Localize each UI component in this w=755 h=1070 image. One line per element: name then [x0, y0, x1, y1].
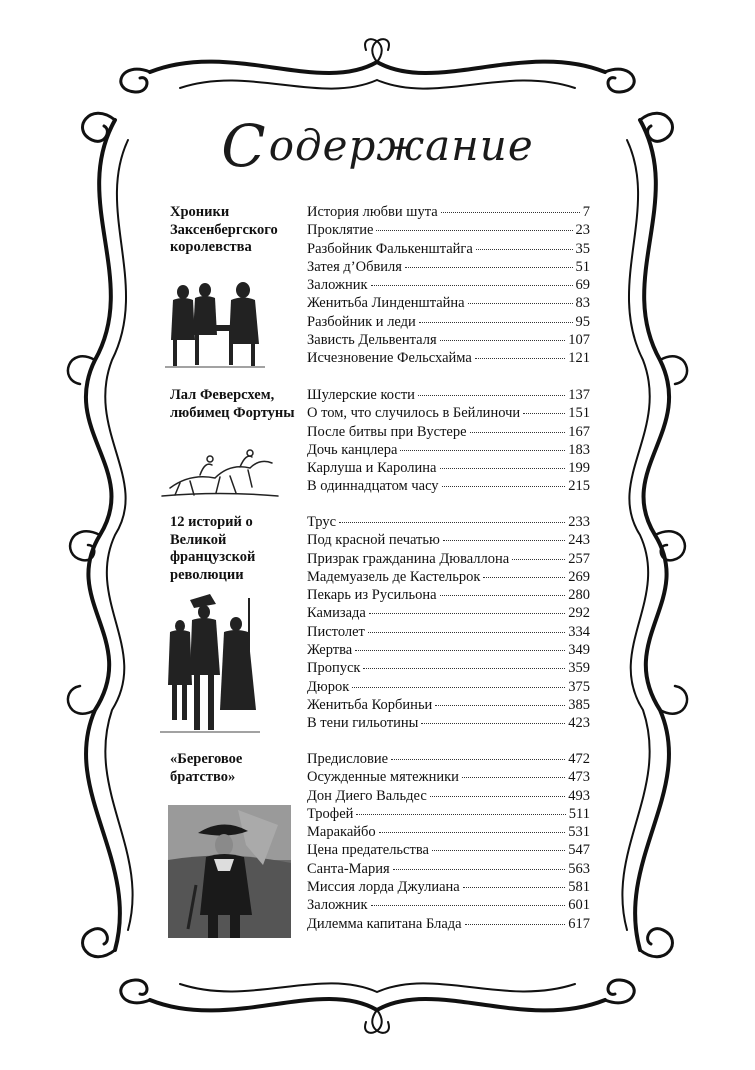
- leader-dots: [391, 758, 565, 760]
- toc-entry[interactable]: [307, 460, 590, 478]
- entry-title: Зависть Дельвенталя: [307, 332, 437, 349]
- toc-entry[interactable]: [307, 424, 590, 442]
- entry-title: Дочь канцлера: [307, 441, 398, 458]
- entry-title: Разбойник и леди: [307, 313, 416, 330]
- entry-page: 23: [575, 222, 590, 239]
- entry-page: 349: [568, 642, 590, 659]
- toc-entry[interactable]: [307, 697, 590, 715]
- leader-dots: [465, 923, 566, 925]
- entry-page: 243: [568, 532, 590, 549]
- engraving-three-men-at-table-illustration: [165, 270, 265, 370]
- engraving-revolutionary-soldiers-illustration: [160, 590, 260, 740]
- leader-dots: [440, 594, 566, 596]
- leader-dots: [441, 211, 580, 213]
- entry-page: 617: [568, 915, 590, 932]
- section-title: «Береговое братство»: [170, 751, 243, 785]
- entry-title: Затея д’Обвиля: [307, 258, 402, 275]
- entry-page: 563: [568, 860, 590, 877]
- entry-title: Камизада: [307, 605, 366, 622]
- entry-page: 51: [575, 258, 590, 275]
- leader-dots: [371, 284, 573, 286]
- entry-page: 121: [568, 350, 590, 367]
- entry-title: Исчезновение Фельсхайма: [307, 350, 472, 367]
- leader-dots: [376, 229, 572, 231]
- toc-entry[interactable]: [307, 824, 590, 842]
- leader-dots: [430, 795, 565, 797]
- entry-title: Маракайбо: [307, 824, 376, 841]
- toc-list: [307, 387, 590, 497]
- toc-entry[interactable]: [307, 879, 590, 897]
- toc-entry[interactable]: [307, 897, 590, 915]
- entry-page: 493: [568, 787, 590, 804]
- title-rest: одержание: [268, 121, 534, 170]
- leader-dots: [356, 813, 565, 815]
- leader-dots: [462, 776, 565, 778]
- toc-list: [307, 204, 590, 369]
- entry-page: 137: [568, 387, 590, 403]
- leader-dots: [443, 539, 565, 541]
- leader-dots: [371, 904, 566, 906]
- toc-entry[interactable]: [307, 842, 590, 860]
- entry-title: Разбойник Фалькенштайга: [307, 240, 473, 257]
- entry-page: 35: [575, 240, 590, 257]
- entry-title: Трофей: [307, 805, 354, 822]
- toc-entry[interactable]: [307, 405, 590, 423]
- entry-page: 601: [568, 897, 590, 914]
- toc-entry[interactable]: [307, 861, 590, 879]
- page-title: [0, 112, 755, 180]
- entry-page: 334: [568, 623, 590, 640]
- section-title: 12 историй о Великой французской революции: [170, 514, 256, 583]
- entry-page: 292: [568, 605, 590, 622]
- entry-page: 167: [568, 423, 590, 440]
- entry-page: 531: [568, 824, 590, 841]
- leader-dots: [421, 722, 565, 724]
- entry-page: 385: [568, 696, 590, 713]
- entry-page: 547: [568, 842, 590, 859]
- toc-entry[interactable]: [307, 350, 590, 368]
- entry-page: 107: [568, 332, 590, 349]
- entry-title: Предисловие: [307, 751, 389, 767]
- toc-entry[interactable]: [307, 314, 590, 332]
- leader-dots: [440, 339, 566, 341]
- leader-dots: [432, 849, 565, 851]
- toc-entry[interactable]: [307, 715, 590, 733]
- leader-dots: [523, 412, 565, 414]
- entry-page: 199: [568, 460, 590, 477]
- leader-dots: [512, 558, 565, 560]
- leader-dots: [442, 485, 566, 487]
- leader-dots: [363, 667, 565, 669]
- entry-title: Пистолет: [307, 623, 365, 640]
- leader-dots: [476, 248, 573, 250]
- toc-entry[interactable]: [307, 259, 590, 277]
- entry-page: 423: [568, 715, 590, 732]
- toc-entry[interactable]: [307, 624, 590, 642]
- toc-entry[interactable]: [307, 551, 590, 569]
- entry-title: Заложник: [307, 897, 368, 914]
- entry-page: 151: [568, 405, 590, 422]
- toc-list: [307, 514, 590, 734]
- entry-title: История любви шута: [307, 204, 438, 220]
- entry-title: Жертва: [307, 642, 353, 659]
- leader-dots: [418, 394, 565, 396]
- leader-dots: [352, 686, 565, 688]
- leader-dots: [419, 321, 573, 323]
- entry-page: 511: [568, 805, 590, 822]
- toc-entry[interactable]: [307, 442, 590, 460]
- entry-title: Женитьба Корбиньи: [307, 696, 433, 713]
- entry-page: 257: [568, 550, 590, 567]
- toc-entry[interactable]: [307, 806, 590, 824]
- toc-entry[interactable]: [307, 788, 590, 806]
- leader-dots: [379, 831, 566, 833]
- leader-dots: [405, 266, 573, 268]
- entry-title: Шулерские кости: [307, 387, 415, 403]
- entry-title: О том, что случилось в Бейлиночи: [307, 405, 521, 422]
- entry-page: 7: [582, 204, 590, 220]
- toc-entry[interactable]: [307, 514, 590, 532]
- leader-dots: [435, 704, 565, 706]
- entry-title: Дюрок: [307, 678, 350, 695]
- toc-entry[interactable]: [307, 332, 590, 350]
- entry-page: 581: [568, 879, 590, 896]
- entry-title: Трус: [307, 514, 337, 530]
- section-title: Лал Феверсхем, любимец Фортуны: [170, 387, 295, 421]
- entry-title: Женитьба Линденштайна: [307, 295, 465, 312]
- toc-entry[interactable]: [307, 277, 590, 295]
- entry-title: Заложник: [307, 277, 368, 294]
- toc-entry[interactable]: [307, 532, 590, 550]
- entry-title: Пекарь из Русильона: [307, 587, 437, 604]
- entry-title: Под красной печатью: [307, 532, 440, 549]
- toc-entry[interactable]: [307, 916, 590, 934]
- toc-entry[interactable]: [307, 769, 590, 787]
- leader-dots: [339, 521, 565, 523]
- toc-entry[interactable]: [307, 751, 590, 769]
- toc-entry[interactable]: [307, 587, 590, 605]
- leader-dots: [440, 467, 566, 469]
- entry-title: Цена предательства: [307, 842, 429, 859]
- leader-dots: [400, 449, 565, 451]
- entry-title: Осужденные мятежники: [307, 769, 459, 786]
- section-title: Хроники Заксенбергского королевства: [170, 204, 278, 255]
- entry-title: В одиннадцатом часу: [307, 478, 439, 495]
- entry-title: Мадемуазель де Кастельрок: [307, 568, 481, 585]
- entry-title: После битвы при Вустере: [307, 423, 467, 440]
- toc-entry[interactable]: [307, 222, 590, 240]
- leader-dots: [463, 886, 566, 888]
- leader-dots: [368, 631, 565, 633]
- entry-page: 183: [568, 441, 590, 458]
- entry-page: 375: [568, 678, 590, 695]
- entry-title: Дилемма капитана Блада: [307, 915, 462, 932]
- entry-title: Санта-Мария: [307, 860, 390, 877]
- entry-page: 83: [575, 295, 590, 312]
- leader-dots: [369, 612, 565, 614]
- entry-title: В тени гильотины: [307, 715, 419, 732]
- entry-title: Дон Диего Вальдес: [307, 787, 427, 804]
- entry-page: 472: [568, 751, 590, 767]
- entry-page: 233: [568, 514, 590, 530]
- toc-list: [307, 751, 590, 934]
- leader-dots: [393, 868, 566, 870]
- toc-entry[interactable]: [307, 679, 590, 697]
- toc-entry[interactable]: [307, 204, 590, 222]
- leader-dots: [483, 576, 565, 578]
- entry-title: Призрак гражданина Дюваллона: [307, 550, 510, 567]
- entry-page: 280: [568, 587, 590, 604]
- toc-entry[interactable]: [307, 660, 590, 678]
- toc-entry[interactable]: [307, 642, 590, 660]
- toc-entry[interactable]: [307, 387, 590, 405]
- entry-title: Миссия лорда Джулиана: [307, 879, 460, 896]
- title-initial: С: [221, 112, 267, 180]
- toc-entry[interactable]: [307, 478, 590, 496]
- toc-entry[interactable]: [307, 569, 590, 587]
- entry-page: 95: [575, 313, 590, 330]
- leader-dots: [355, 649, 565, 651]
- entry-title: Карлуша и Каролина: [307, 460, 437, 477]
- entry-page: 359: [568, 660, 590, 677]
- entry-title: Пропуск: [307, 660, 361, 677]
- entry-page: 473: [568, 769, 590, 786]
- toc-entry[interactable]: [307, 605, 590, 623]
- leader-dots: [468, 302, 573, 304]
- entry-page: 269: [568, 568, 590, 585]
- sketch-horse-riders-illustration: [160, 443, 280, 499]
- toc-entry[interactable]: [307, 241, 590, 259]
- entry-page: 215: [568, 478, 590, 495]
- leader-dots: [475, 357, 565, 359]
- painting-pirate-captain-illustration: [168, 805, 291, 938]
- entry-page: 69: [575, 277, 590, 294]
- entry-title: Проклятие: [307, 222, 374, 239]
- toc-entry[interactable]: [307, 295, 590, 313]
- leader-dots: [470, 431, 566, 433]
